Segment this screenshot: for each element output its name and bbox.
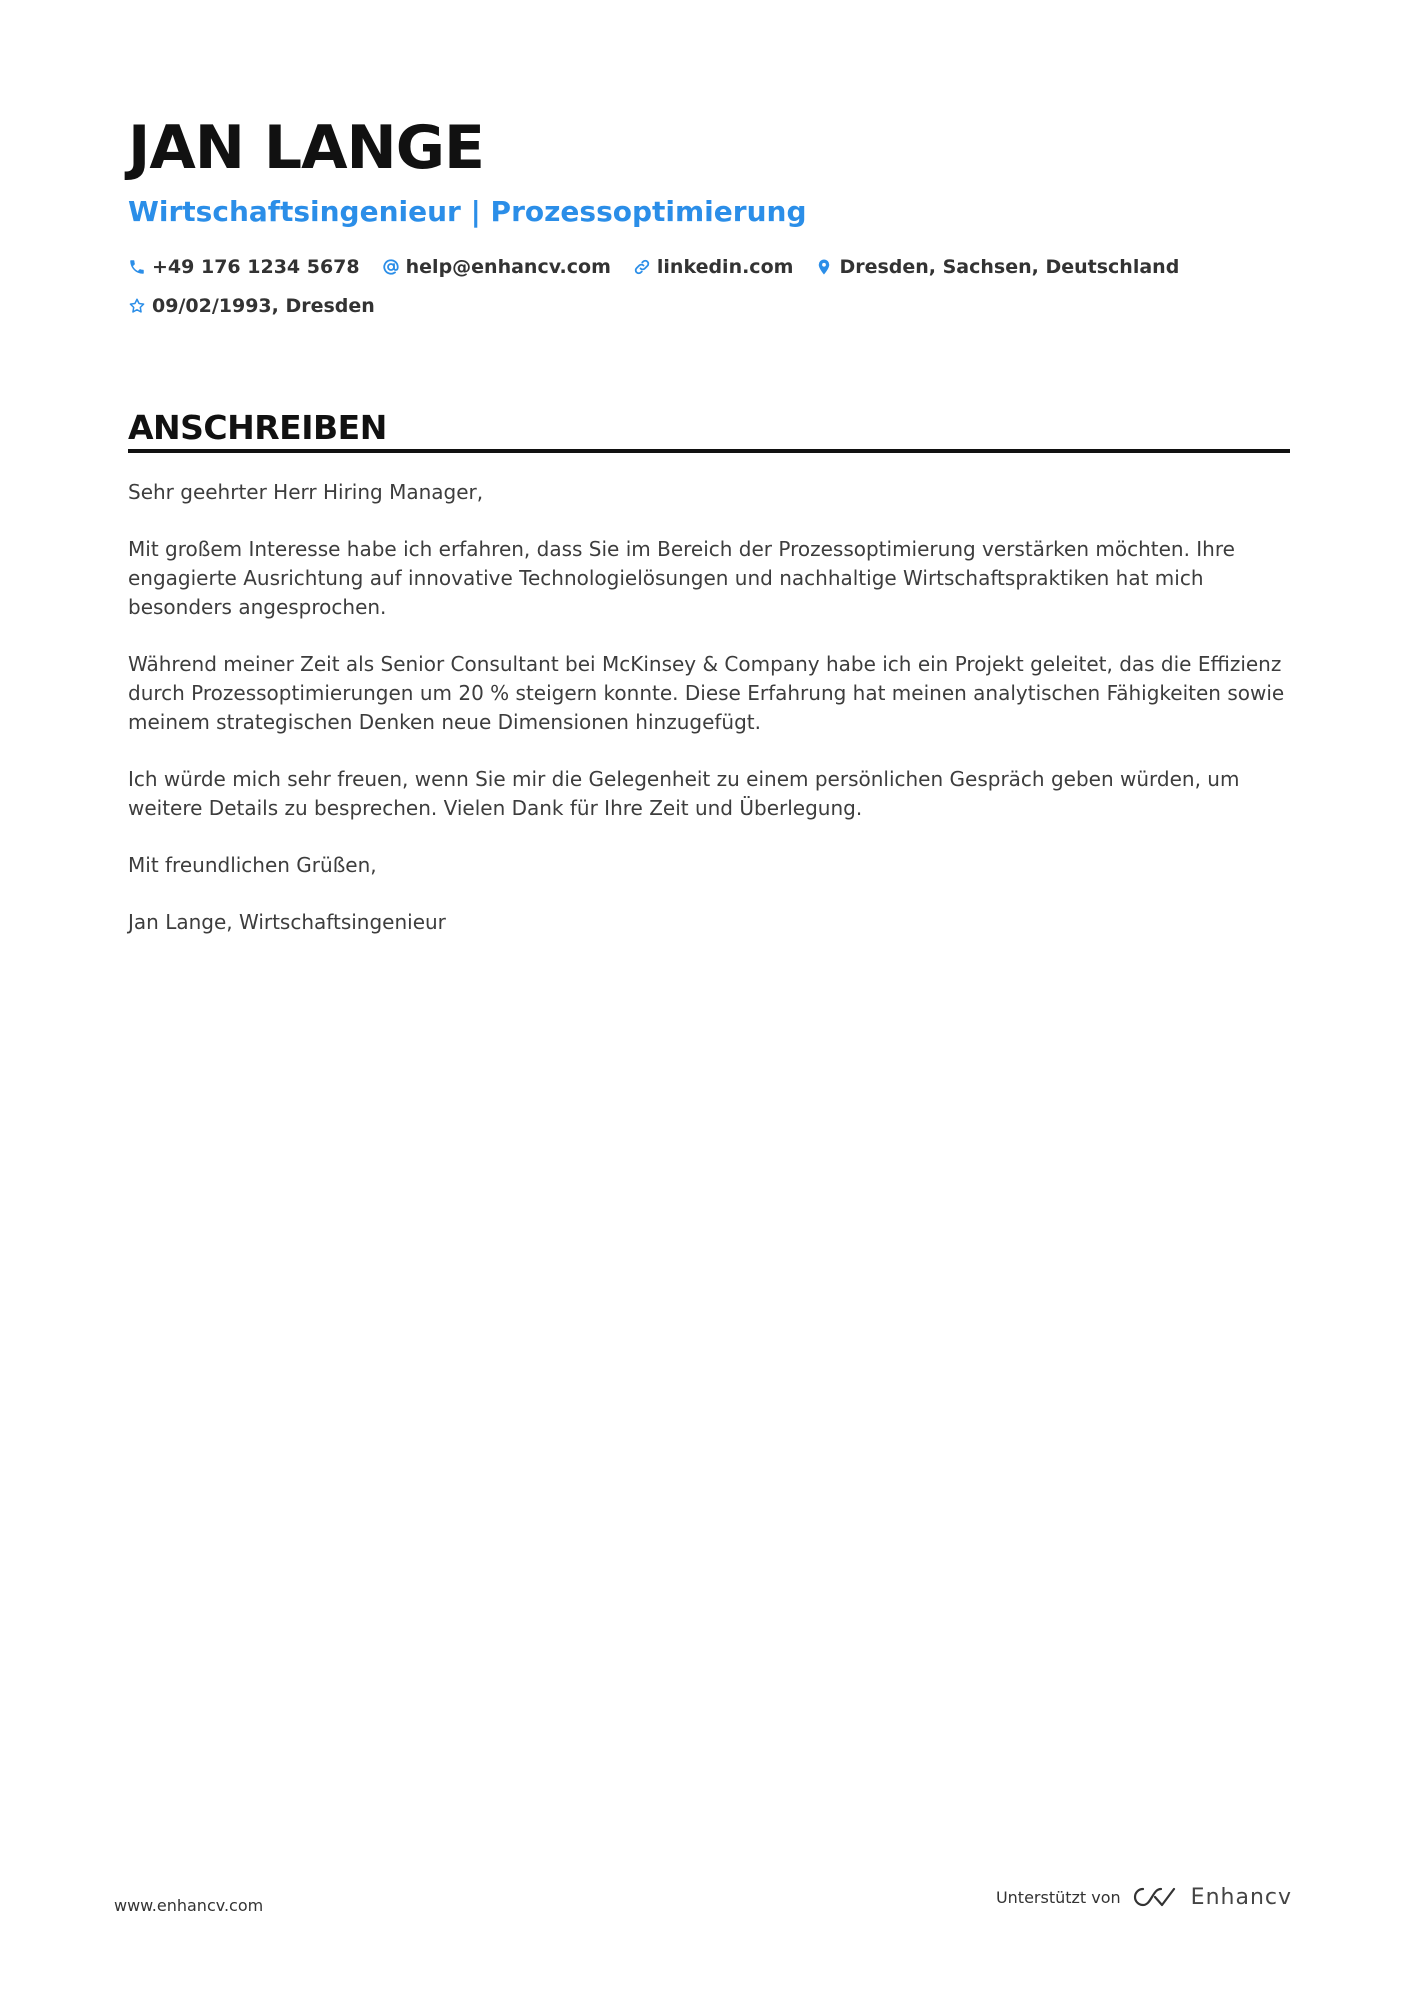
- birth-text: 09/02/1993, Dresden: [152, 295, 375, 317]
- contact-row-2: [128, 291, 1290, 321]
- contact-info: [128, 252, 1290, 330]
- section-divider: [128, 449, 1290, 453]
- letter-paragraph: Während meiner Zeit als Senior Consultant bei McKinsey & Company habe ich ein Projekt geleitet, das die Effizienz durch Prozessoptimierungen um 20 % steigern konnte. Diese Erfahrung hat meinen analytischen Fähigkeiten sowie meinem strategischen Denken neue Dimensionen hinzugefügt.: [128, 652, 1285, 734]
- letter-body: [128, 478, 1290, 965]
- powered-by-text: Unterstützt von: [995, 1887, 1121, 1907]
- brand-name: Enhancv: [1190, 1884, 1292, 1910]
- contact-row-1: [128, 252, 1290, 282]
- footer-branding[interactable]: [996, 1884, 1292, 1910]
- candidate-name: JAN LANGE: [128, 113, 484, 183]
- phone-icon: [128, 258, 146, 276]
- contact-phone[interactable]: [128, 256, 360, 278]
- location-text: Dresden, Sachsen, Deutschland: [839, 256, 1180, 278]
- letter-paragraph: Ich würde mich sehr freuen, wenn Sie mir die Gelegenheit zu einem persönlichen Gespräch geben würden, um weitere Details zu besprechen. Vielen Dank für Ihre Zeit und Überlegung.: [128, 767, 1240, 820]
- contact-email[interactable]: [382, 256, 611, 278]
- at-icon: [382, 258, 400, 276]
- contact-link[interactable]: [633, 256, 794, 278]
- location-pin-icon: [815, 258, 833, 276]
- contact-location: [815, 256, 1179, 278]
- contact-birth: [128, 295, 375, 317]
- link-text: linkedin.com: [656, 256, 794, 278]
- phone-text: +49 176 1234 5678: [152, 256, 360, 278]
- letter-paragraph: Mit großem Interesse habe ich erfahren, dass Sie im Bereich der Prozessoptimierung verstärken möchten. Ihre engagierte Ausrichtung auf innovative Technologielösungen und nachhaltige Wirtschaftspraktiken hat mich besonders angesprochen.: [128, 537, 1235, 619]
- letter-salutation: Sehr geehrter Herr Hiring Manager,: [128, 480, 484, 504]
- email-text: help@enhancv.com: [405, 256, 611, 278]
- section-title: ANSCHREIBEN: [128, 408, 387, 447]
- star-icon: [128, 297, 146, 315]
- letter-signature: Jan Lange, Wirtschaftsingenieur: [128, 910, 446, 934]
- enhancv-logo-icon: [1133, 1884, 1179, 1910]
- footer-url[interactable]: www.enhancv.com: [114, 1896, 264, 1915]
- link-icon: [633, 258, 651, 276]
- candidate-title: Wirtschaftsingenieur | Prozessoptimierung: [128, 195, 807, 228]
- letter-closing: Mit freundlichen Grüßen,: [128, 853, 377, 877]
